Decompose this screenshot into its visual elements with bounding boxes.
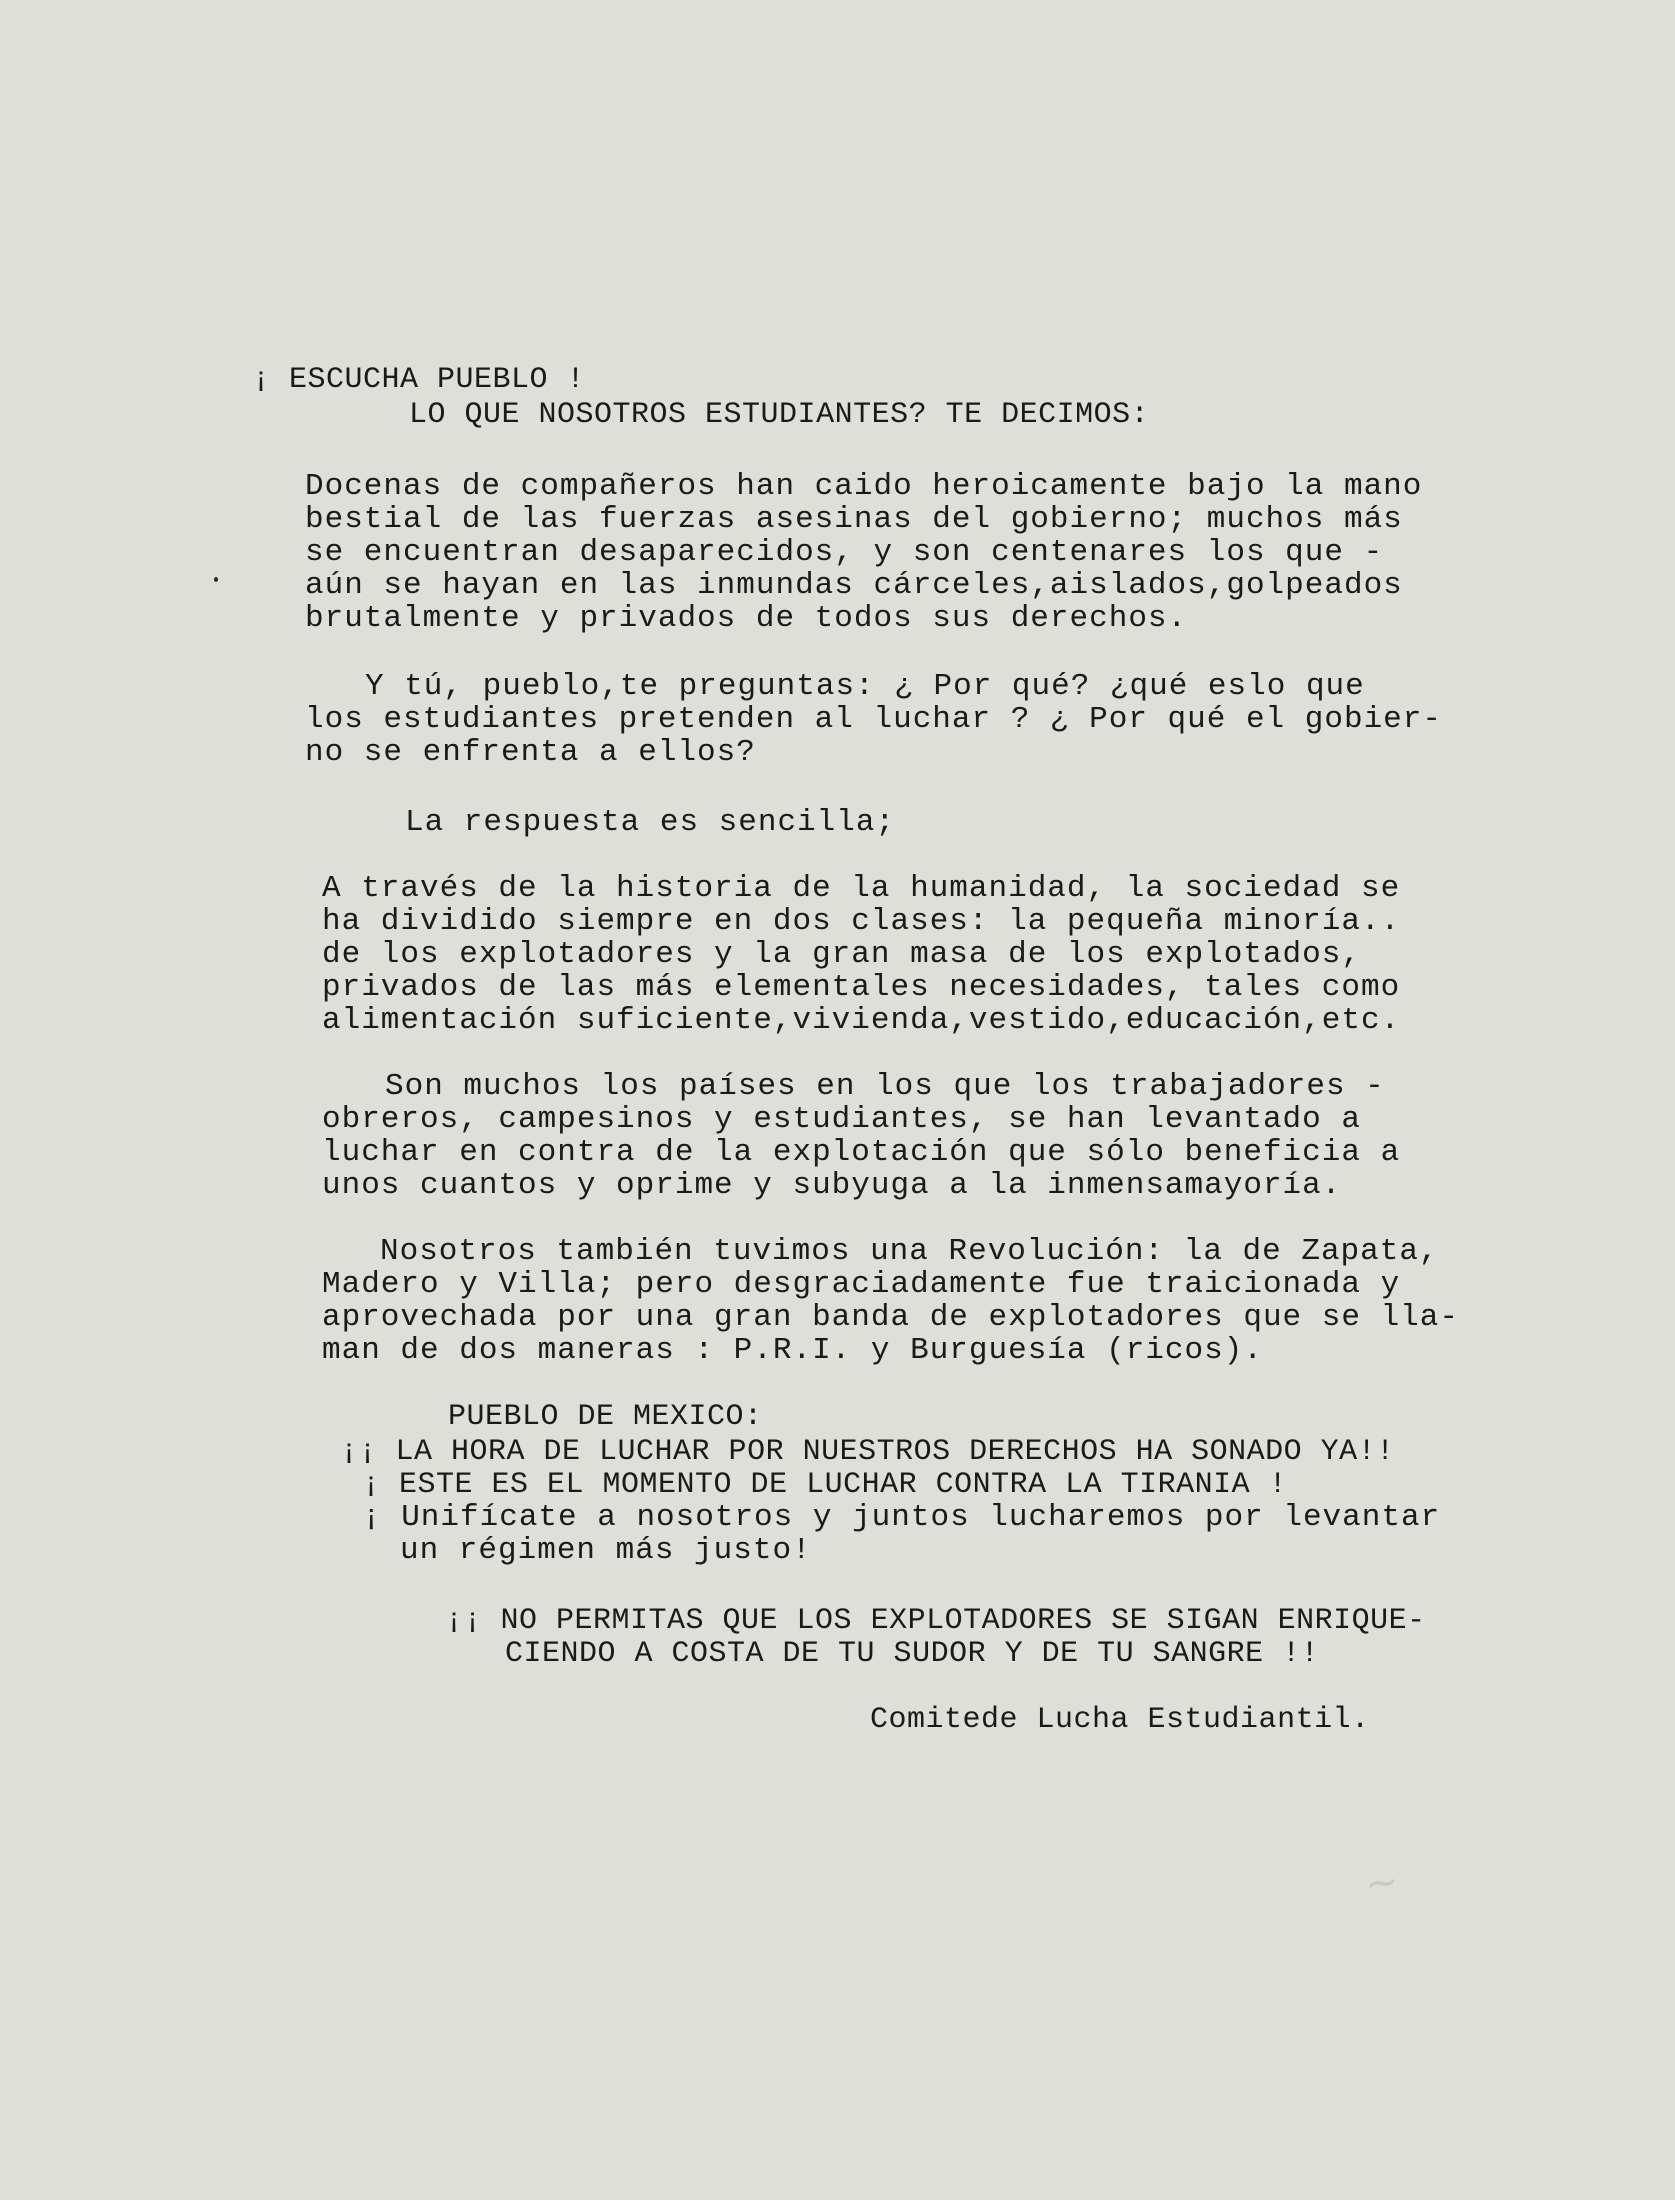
paragraph-6-line-2: Madero y Villa; pero desgraciadamente fue traicionada y xyxy=(322,1267,1401,1302)
heading-exclamation: ¡ ESCUCHA PUEBLO ! xyxy=(252,363,586,397)
paragraph-1-line-2: bestial de las fuerzas asesinas del gobierno; muchos más xyxy=(305,502,1403,537)
pencil-scribble: ~ xyxy=(1361,1857,1402,1909)
heading-subtitle: LO QUE NOSOTROS ESTUDIANTES? TE DECIMOS: xyxy=(409,398,1150,432)
appeal-line-4: un régimen más justo! xyxy=(400,1533,812,1568)
paragraph-1-line-5: brutalmente y privados de todos sus derechos. xyxy=(305,601,1188,636)
paragraph-2-line-3: no se enfrenta a ellos? xyxy=(305,735,756,770)
appeal-line-2: ¡ ESTE ES EL MOMENTO DE LUCHAR CONTRA LA TIRANIA ! xyxy=(362,1468,1288,1502)
paragraph-5-line-3: luchar en contra de la explotación que sólo beneficia a xyxy=(322,1135,1401,1170)
paragraph-2-line-1: Y tú, pueblo,te preguntas: ¿ Por qué? ¿qué eslo que xyxy=(365,669,1365,704)
paragraph-6-line-3: aprovechada por una gran banda de explotadores que se lla- xyxy=(322,1300,1459,1335)
paragraph-4-line-5: alimentación suficiente,vivienda,vestido,educación,etc. xyxy=(322,1003,1401,1038)
paragraph-3-line-1: La respuesta es sencilla; xyxy=(405,805,896,840)
paragraph-4-line-4: privados de las más elementales necesidades, tales como xyxy=(322,970,1401,1005)
paragraph-4-line-3: de los explotadores y la gran masa de los explotados, xyxy=(322,937,1361,972)
paragraph-6-line-4: man de dos maneras : P.R.I. y Burguesía (ricos). xyxy=(322,1333,1263,1368)
paragraph-1-line-1: Docenas de compañeros han caido heroicamente bajo la mano xyxy=(305,469,1423,504)
paragraph-5-line-2: obreros, campesinos y estudiantes, se han levantado a xyxy=(322,1102,1361,1137)
paragraph-5-line-4: unos cuantos y oprime y subyuga a la inmensamayoría. xyxy=(322,1168,1342,1203)
appeal-line-3: ¡ Unifícate a nosotros y juntos lucharemos por levantar xyxy=(362,1500,1441,1535)
paragraph-6-line-1: Nosotros también tuvimos una Revolución: la de Zapata, xyxy=(380,1234,1439,1269)
paragraph-1-line-3: se encuentran desaparecidos, y son centenares los que - xyxy=(305,535,1384,570)
paragraph-1-line-4: aún se hayan en las inmundas cárceles,aislados,golpeados xyxy=(305,568,1403,603)
closing-line-1: ¡¡ NO PERMITAS QUE LOS EXPLOTADORES SE SIGAN ENRIQUE- xyxy=(445,1604,1426,1638)
paragraph-4-line-1: A través de la historia de la humanidad, la sociedad se xyxy=(322,871,1401,906)
paragraph-4-line-2: ha dividido siempre en dos clases: la pequeña minoría.. xyxy=(322,904,1401,939)
signature: Comitede Lucha Estudiantil. xyxy=(870,1703,1370,1737)
appeal-title: PUEBLO DE MEXICO: xyxy=(448,1400,763,1434)
paragraph-5-line-1: Son muchos los países en los que los trabajadores - xyxy=(385,1069,1385,1104)
closing-line-2: CIENDO A COSTA DE TU SUDOR Y DE TU SANGRE !! xyxy=(505,1637,1320,1671)
paragraph-2-line-2: los estudiantes pretenden al luchar ? ¿ Por qué el gobier- xyxy=(305,702,1442,737)
appeal-line-1: ¡¡ LA HORA DE LUCHAR POR NUESTROS DERECHOS HA SONADO YA!! xyxy=(340,1435,1395,1469)
ink-speck xyxy=(214,577,218,582)
